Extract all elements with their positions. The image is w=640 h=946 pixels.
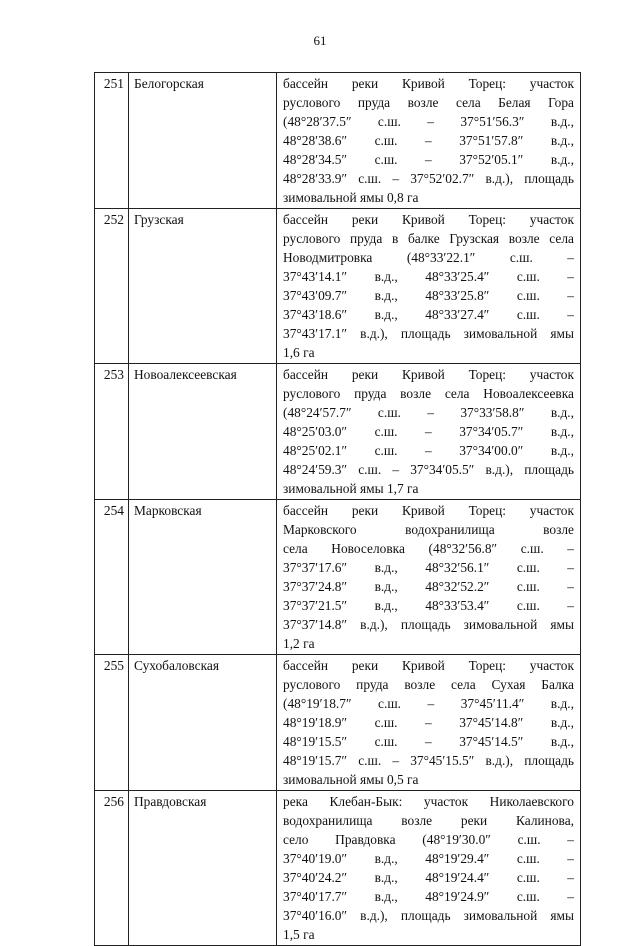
description-line: 48°28′38.6″ с.ш. – 37°51′57.8″ в.д., — [283, 133, 574, 148]
description-line: 37°43′18.6″ в.д., 48°33′27.4″ с.ш. – — [283, 307, 574, 322]
description-line: река Клебан-Бык: участок Николаевского — [283, 794, 574, 809]
description-line: 48°25′02.1″ с.ш. – 37°34′00.0″ в.д., — [283, 443, 574, 458]
description-line: руслового пруда возле села Сухая Балка — [283, 677, 574, 692]
table-row — [95, 500, 581, 655]
pit-name: Белогорская — [129, 73, 277, 209]
description-line: 48°24′59.3″ с.ш. – 37°34′05.5″ в.д.), площадь — [283, 462, 574, 477]
description-line: (48°24′57.7″ с.ш. – 37°33′58.8″ в.д., — [283, 405, 574, 420]
description-line: бассейн реки Кривой Торец: участок — [283, 212, 574, 227]
pit-description — [277, 73, 581, 209]
description-line: 48°25′03.0″ с.ш. – 37°34′05.7″ в.д., — [283, 424, 574, 439]
description-line: Марковского водохранилища возле — [283, 522, 574, 537]
table-row — [95, 791, 581, 946]
row-number: 252 — [95, 209, 129, 364]
description-line: зимовальной ямы 0,5 га — [283, 772, 419, 787]
table-row — [95, 364, 581, 500]
pit-description — [277, 791, 581, 946]
description-line: 37°43′14.1″ в.д., 48°33′25.4″ с.ш. – — [283, 269, 574, 284]
description-line: 48°28′34.5″ с.ш. – 37°52′05.1″ в.д., — [283, 152, 574, 167]
description-line: (48°28′37.5″ с.ш. – 37°51′56.3″ в.д., — [283, 114, 574, 129]
description-line: 37°40′24.2″ в.д., 48°19′24.4″ с.ш. – — [283, 870, 574, 885]
description-line: (48°19′18.7″ с.ш. – 37°45′11.4″ в.д., — [283, 696, 574, 711]
description-line: бассейн реки Кривой Торец: участок — [283, 76, 574, 91]
description-line: руслового пруда в балке Грузская возле села — [283, 231, 574, 246]
wintering-pits-table — [94, 72, 581, 946]
description-line: бассейн реки Кривой Торец: участок — [283, 503, 574, 518]
description-line: 48°19′15.7″ с.ш. – 37°45′15.5″ в.д.), площадь — [283, 753, 574, 768]
description-line: село Правдовка (48°19′30.0″ с.ш. – — [283, 832, 574, 847]
description-line: 1,6 га — [283, 345, 315, 360]
row-number: 254 — [95, 500, 129, 655]
description-line: зимовальной ямы 0,8 га — [283, 190, 419, 205]
pit-name: Грузская — [129, 209, 277, 364]
row-number: 255 — [95, 655, 129, 791]
pit-name: Марковская — [129, 500, 277, 655]
table-body — [95, 73, 581, 946]
description-line: 37°43′17.1″ в.д.), площадь зимовальной ямы — [283, 326, 574, 341]
description-line: зимовальной ямы 1,7 га — [283, 481, 419, 496]
pit-name: Правдовская — [129, 791, 277, 946]
description-line: 1,5 га — [283, 927, 315, 942]
page-number: 61 — [313, 33, 327, 48]
description-line: водохранилища возле реки Калинова, — [283, 813, 574, 828]
description-line: бассейн реки Кривой Торец: участок — [283, 367, 574, 382]
row-number: 256 — [95, 791, 129, 946]
description-line: села Новоселовка (48°32′56.8″ с.ш. – — [283, 541, 574, 556]
pit-description — [277, 364, 581, 500]
description-line: 37°37′17.6″ в.д., 48°32′56.1″ с.ш. – — [283, 560, 574, 575]
description-line: 48°19′15.5″ с.ш. – 37°45′14.5″ в.д., — [283, 734, 574, 749]
description-line: 37°40′16.0″ в.д.), площадь зимовальной ямы — [283, 908, 574, 923]
description-line: руслового пруда возле села Новоалексеевка — [283, 386, 574, 401]
row-number: 251 — [95, 73, 129, 209]
description-line: 1,2 га — [283, 636, 315, 651]
description-line: бассейн реки Кривой Торец: участок — [283, 658, 574, 673]
table-row — [95, 655, 581, 791]
pit-name: Новоалексеевская — [129, 364, 277, 500]
description-line: 37°37′21.5″ в.д., 48°33′53.4″ с.ш. – — [283, 598, 574, 613]
description-line: 37°37′24.8″ в.д., 48°32′52.2″ с.ш. – — [283, 579, 574, 594]
description-line: 37°43′09.7″ в.д., 48°33′25.8″ с.ш. – — [283, 288, 574, 303]
description-line: 37°40′19.0″ в.д., 48°19′29.4″ с.ш. – — [283, 851, 574, 866]
row-number: 253 — [95, 364, 129, 500]
description-line: 48°28′33.9″ с.ш. – 37°52′02.7″ в.д.), площадь — [283, 171, 574, 186]
description-line: Новодмитровка (48°33′22.1″ с.ш. – — [283, 250, 574, 265]
description-line: 48°19′18.9″ с.ш. – 37°45′14.8″ в.д., — [283, 715, 574, 730]
pit-description — [277, 655, 581, 791]
table-row — [95, 73, 581, 209]
pit-name: Сухобаловская — [129, 655, 277, 791]
pit-description — [277, 209, 581, 364]
pit-description — [277, 500, 581, 655]
table-row — [95, 209, 581, 364]
description-line: руслового пруда возле села Белая Гора — [283, 95, 574, 110]
description-line: 37°40′17.7″ в.д., 48°19′24.9″ с.ш. – — [283, 889, 574, 904]
description-line: 37°37′14.8″ в.д.), площадь зимовальной ямы — [283, 617, 574, 632]
